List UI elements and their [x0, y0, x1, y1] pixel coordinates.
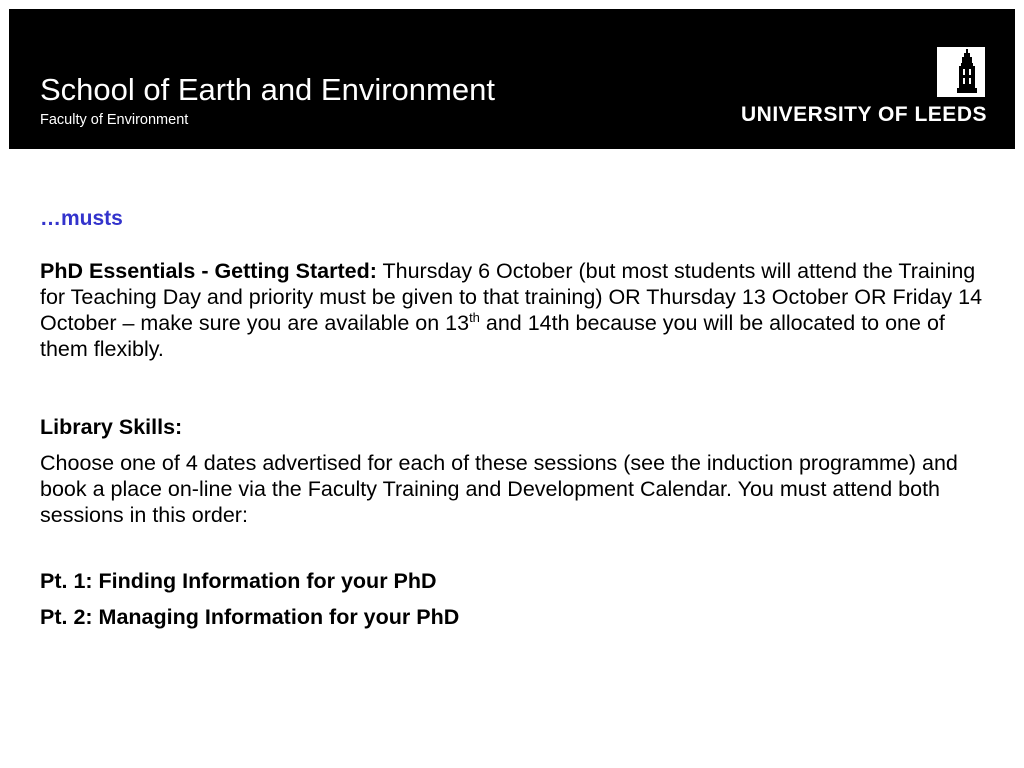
phd-essentials-paragraph — [40, 258, 985, 362]
school-title: School of Earth and Environment — [40, 72, 495, 107]
university-logo — [727, 47, 987, 137]
logo-wordmark: UNIVERSITY OF LEEDS — [741, 103, 987, 126]
ordinal-suffix: th — [469, 309, 480, 325]
session-item: Pt. 1: Finding Information for your PhD — [40, 569, 437, 593]
faculty-subtitle: Faculty of Environment — [40, 112, 189, 128]
library-skills-heading: Library Skills: — [40, 415, 183, 439]
leeds-tower-icon — [937, 47, 985, 97]
phd-essentials-text: Thursday 6 October (but most students will attend the Training for Teaching Day and priority must be given to that training) OR Thursday 13 October OR Friday 14 October – make sure you are available on 13 — [40, 259, 983, 335]
header-banner — [9, 9, 1015, 149]
phd-essentials-text-end: and 14th because you will be allocated to one of them flexibly. — [40, 311, 945, 361]
section-heading: …musts — [40, 207, 123, 230]
session-item: Pt. 2: Managing Information for your PhD — [40, 605, 460, 629]
slide-body — [40, 206, 985, 630]
library-skills-text: Choose one of 4 dates advertised for each of these sessions (see the induction programme) and book a place on-line via the Faculty Training and Development Calendar. You must attend both sessions in this order: — [40, 451, 958, 527]
phd-essentials-label: PhD Essentials - Getting Started: — [40, 259, 377, 283]
